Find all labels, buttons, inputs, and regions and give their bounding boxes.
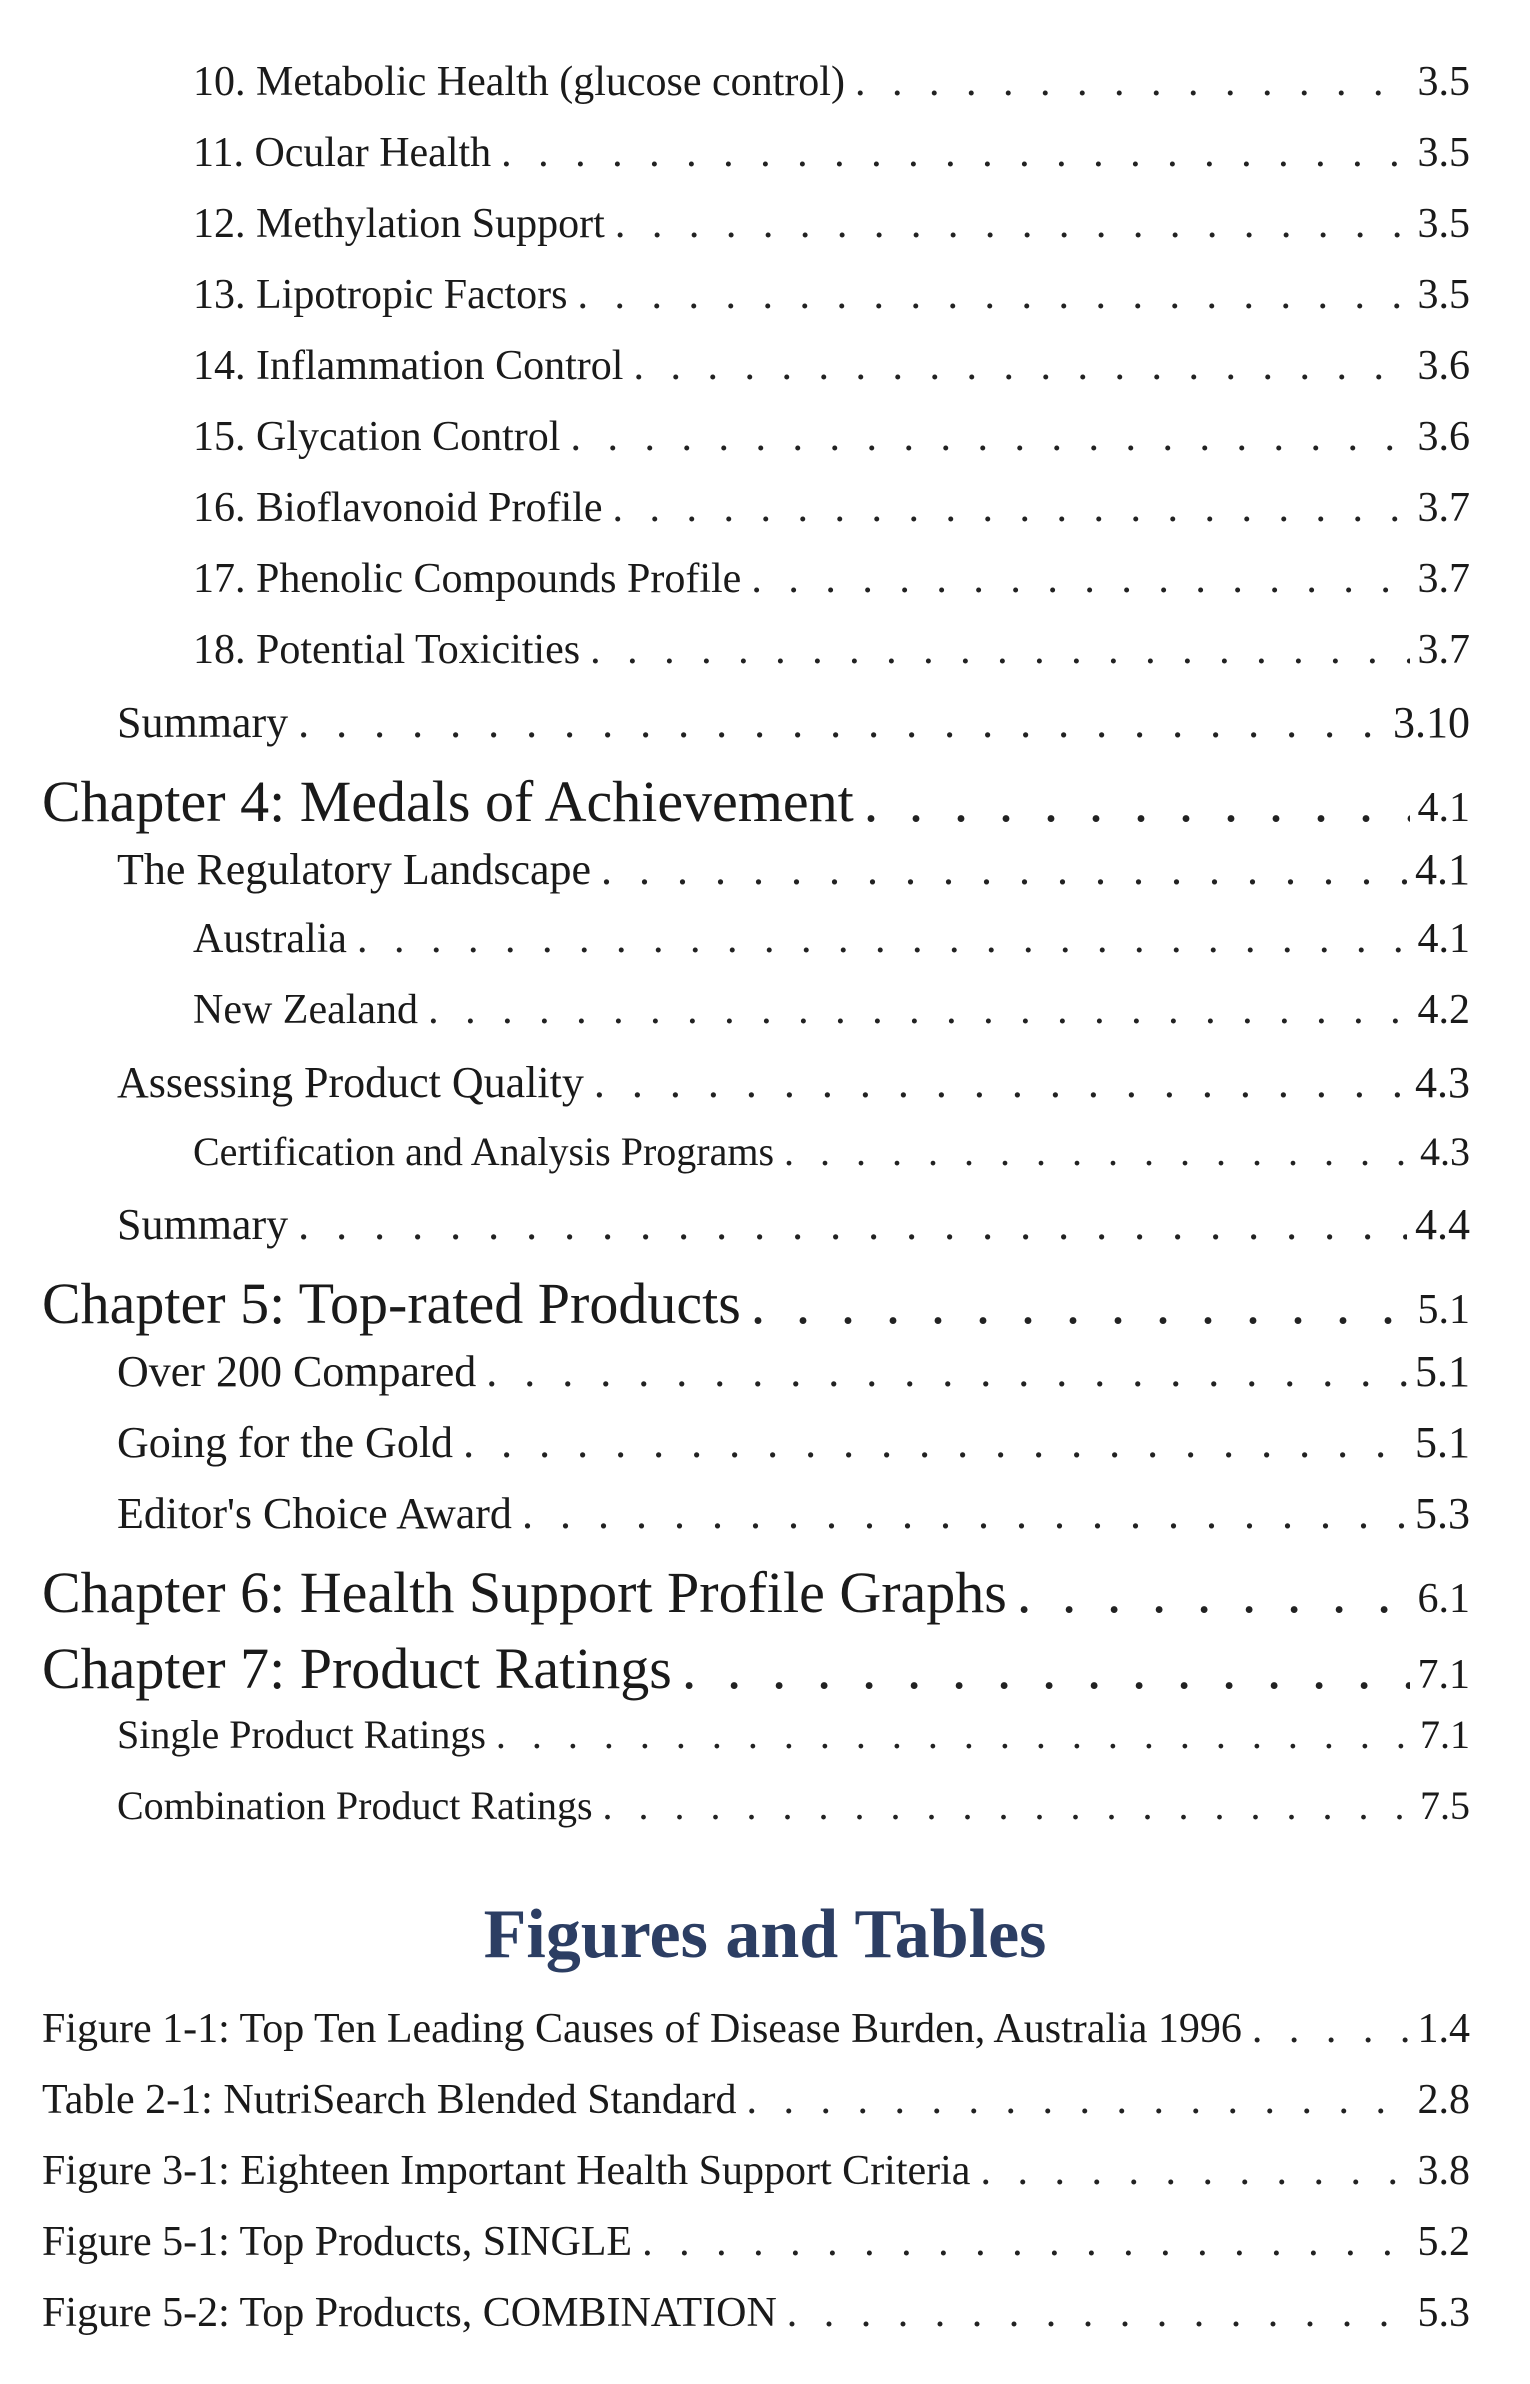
toc-entry-page: 3.6 — [1417, 343, 1470, 389]
toc-entry-title: Assessing Product Quality — [117, 1058, 584, 1107]
toc-entry-title: Summary — [117, 1200, 289, 1249]
toc-entry — [0, 1057, 1530, 1128]
dot-leader — [298, 697, 1385, 748]
toc-entry-title: 17. Phenolic Compounds Profile — [193, 556, 742, 602]
toc-chapter-title: Chapter 6: Health Support Profile Graphs — [42, 1560, 1007, 1625]
toc-entry-title: 12. Methylation Support — [193, 201, 605, 247]
figure-entry — [0, 2289, 1530, 2360]
toc-entry-title: The Regulatory Landscape — [117, 845, 592, 894]
figure-entry-page: 5.2 — [1417, 2219, 1470, 2265]
toc-entry-page: 5.3 — [1415, 1489, 1470, 1538]
dot-leader — [633, 342, 1409, 390]
dot-leader — [570, 413, 1409, 461]
toc-entry-page: 5.1 — [1415, 1347, 1470, 1396]
toc-entry-page: 7.5 — [1420, 1783, 1470, 1828]
toc-chapter-entry — [0, 1635, 1530, 1711]
figure-entry-title: Table 2-1: NutriSearch Blended Standard — [42, 2077, 737, 2123]
dot-leader — [751, 555, 1409, 603]
toc-entry — [0, 271, 1530, 342]
figure-entry-page: 5.3 — [1417, 2290, 1470, 2336]
toc-entry — [0, 1199, 1530, 1270]
figure-entry-page: 1.4 — [1417, 2006, 1470, 2052]
toc-entry — [0, 915, 1530, 986]
toc-entry-title: New Zealand — [193, 987, 419, 1033]
figure-entry — [0, 2218, 1530, 2289]
toc-entry-title: Summary — [117, 698, 289, 747]
toc-entry — [0, 129, 1530, 200]
dot-leader — [590, 626, 1409, 674]
dot-leader — [1252, 2005, 1410, 2053]
toc-entry — [0, 413, 1530, 484]
toc-chapter-entry — [0, 768, 1530, 844]
toc-entry — [0, 844, 1530, 915]
toc-entry-title: Going for the Gold — [117, 1418, 454, 1467]
dot-leader — [747, 2076, 1410, 2124]
figures-and-tables-heading: Figures and Tables — [483, 1896, 1047, 1973]
figure-entry — [0, 2147, 1530, 2218]
dot-leader — [594, 1057, 1407, 1108]
toc-entry — [0, 986, 1530, 1057]
figure-entry-title: Figure 1-1: Top Ten Leading Causes of Disease Burden, Australia 1996 — [42, 2006, 1242, 2052]
toc-entry-page: 5.1 — [1417, 1287, 1470, 1333]
dot-leader — [501, 129, 1409, 177]
toc-chapter-entry — [0, 1270, 1530, 1346]
toc-entry-page: 3.5 — [1417, 272, 1470, 318]
toc-chapter-title: Chapter 5: Top-rated Products — [42, 1271, 741, 1336]
figure-entry-title: Figure 3-1: Eighteen Important Health Support Criteria — [42, 2148, 971, 2194]
toc-entry-title: 10. Metabolic Health (glucose control) — [193, 59, 845, 105]
toc-entry-page: 3.7 — [1417, 485, 1470, 531]
dot-leader — [428, 986, 1409, 1034]
dot-leader — [615, 200, 1410, 248]
toc-entry — [0, 555, 1530, 626]
dot-leader — [522, 1488, 1407, 1539]
toc-entry — [0, 1782, 1530, 1853]
dot-leader — [980, 2147, 1409, 2195]
toc-entry-title: Combination Product Ratings — [117, 1783, 593, 1828]
toc-entry-page: 4.1 — [1415, 845, 1470, 894]
toc-entry-title: Editor's Choice Award — [117, 1489, 512, 1538]
dot-leader — [577, 271, 1409, 319]
dot-leader — [784, 1128, 1412, 1175]
toc-entry-title: Certification and Analysis Programs — [193, 1129, 775, 1174]
dot-leader — [601, 844, 1407, 895]
toc-entry — [0, 1488, 1530, 1559]
toc-chapter-entry — [0, 1559, 1530, 1635]
toc-entry-page: 3.10 — [1393, 698, 1470, 747]
toc-chapter-title: Chapter 7: Product Ratings — [42, 1636, 672, 1701]
toc-entry-page: 7.1 — [1420, 1712, 1470, 1757]
toc-entry-page: 3.7 — [1417, 627, 1470, 673]
toc-entry-page: 4.2 — [1417, 987, 1470, 1033]
toc-entry-page: 3.5 — [1417, 59, 1470, 105]
figure-entry-title: Figure 5-1: Top Products, SINGLE — [42, 2219, 633, 2265]
toc-entry-page: 7.1 — [1417, 1652, 1470, 1698]
toc-list — [0, 58, 1530, 1853]
toc-entry-title: 13. Lipotropic Factors — [193, 272, 568, 318]
dot-leader — [642, 2218, 1409, 2266]
figure-entry-title: Figure 5-2: Top Products, COMBINATION — [42, 2290, 777, 2336]
toc-entry-page: 4.3 — [1420, 1129, 1470, 1174]
dot-leader — [612, 484, 1409, 532]
toc-entry-page: 6.1 — [1417, 1576, 1470, 1622]
toc-entry — [0, 1711, 1530, 1782]
toc-entry — [0, 1346, 1530, 1417]
toc-entry-title: 14. Inflammation Control — [193, 343, 624, 389]
dot-leader — [787, 2289, 1410, 2337]
toc-entry-title: Over 200 Compared — [117, 1347, 477, 1396]
toc-entry-page: 3.5 — [1417, 201, 1470, 247]
toc-entry — [0, 626, 1530, 697]
toc-entry-page: 4.4 — [1415, 1200, 1470, 1249]
toc-entry-page: 3.5 — [1417, 130, 1470, 176]
dot-leader — [682, 1635, 1410, 1702]
dot-leader — [751, 1270, 1410, 1337]
toc-entry-page: 4.3 — [1415, 1058, 1470, 1107]
toc-entry — [0, 58, 1530, 129]
toc-entry — [0, 697, 1530, 768]
toc-entry — [0, 342, 1530, 413]
toc-entry-title: Single Product Ratings — [117, 1712, 486, 1757]
figure-entry — [0, 2005, 1530, 2076]
toc-entry-page: 4.1 — [1417, 916, 1470, 962]
toc-entry-page: 3.6 — [1417, 414, 1470, 460]
toc-chapter-title: Chapter 4: Medals of Achievement — [42, 769, 854, 834]
dot-leader — [855, 58, 1410, 106]
dot-leader — [1017, 1559, 1410, 1626]
toc-entry-title: 16. Bioflavonoid Profile — [193, 485, 603, 531]
toc-entry-title: Australia — [193, 916, 347, 962]
toc-entry — [0, 200, 1530, 271]
toc-entry — [0, 1417, 1530, 1488]
dot-leader — [357, 915, 1410, 963]
dot-leader — [864, 768, 1410, 835]
toc-entry-title: 15. Glycation Control — [193, 414, 561, 460]
figure-entry-page: 3.8 — [1417, 2148, 1470, 2194]
toc-entry-title: 18. Potential Toxicities — [193, 627, 581, 673]
toc-entry-page: 3.7 — [1417, 556, 1470, 602]
toc-entry-page: 5.1 — [1415, 1418, 1470, 1467]
dot-leader — [496, 1711, 1412, 1758]
toc-entry — [0, 484, 1530, 555]
dot-leader — [603, 1782, 1412, 1829]
toc-entry — [0, 1128, 1530, 1199]
toc-entry-page: 4.1 — [1417, 785, 1470, 831]
toc-entry-title: 11. Ocular Health — [193, 130, 492, 176]
figure-entry-page: 2.8 — [1417, 2077, 1470, 2123]
dot-leader — [298, 1199, 1407, 1250]
figures-list — [0, 2005, 1530, 2360]
figure-entry — [0, 2076, 1530, 2147]
dot-leader — [463, 1417, 1407, 1468]
dot-leader — [486, 1346, 1407, 1397]
